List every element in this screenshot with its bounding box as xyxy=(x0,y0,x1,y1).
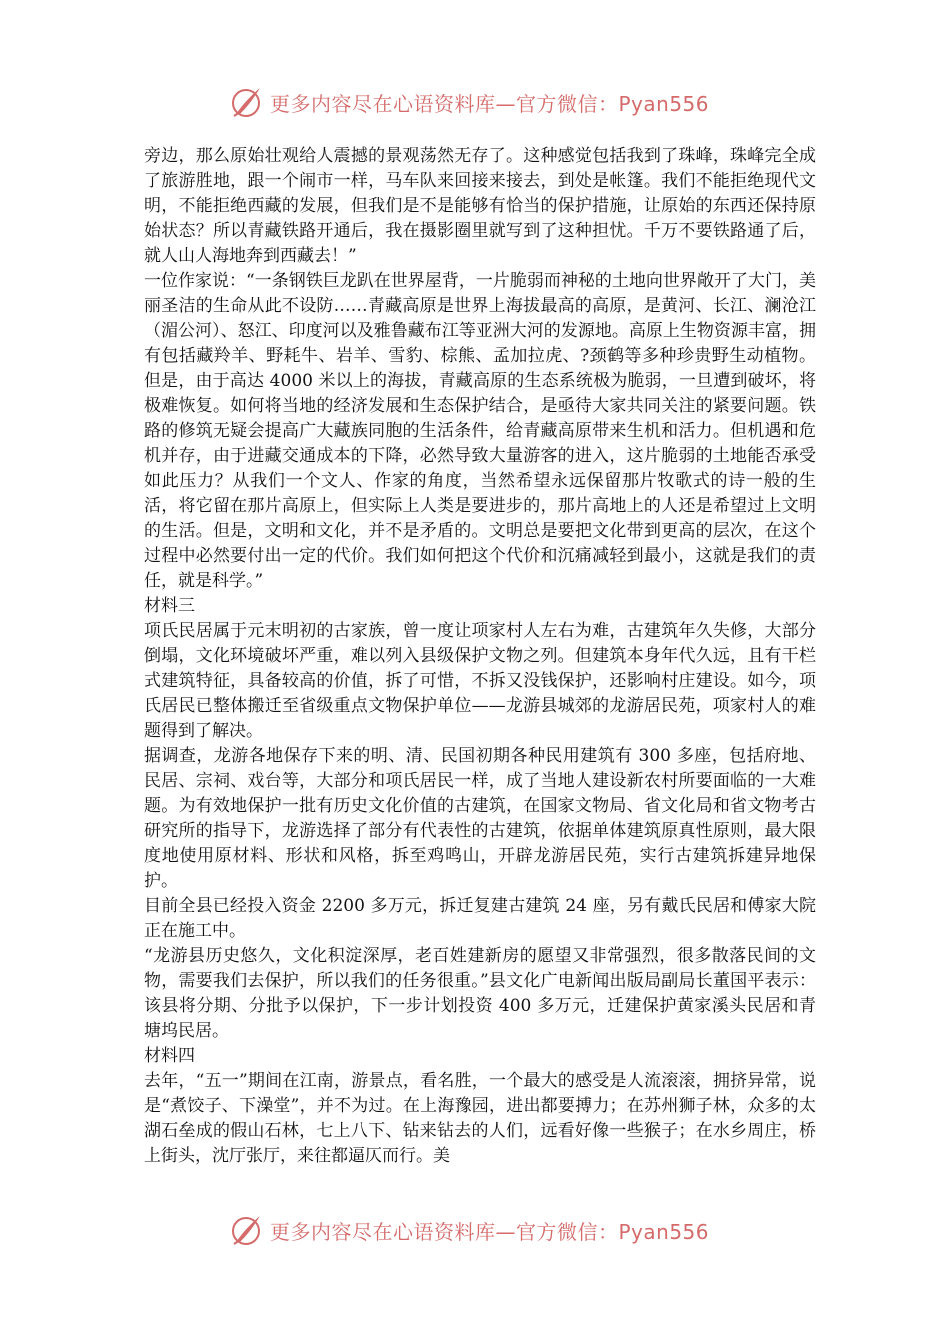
paragraph-3: 项氏民居属于元末明初的古家族，曾一度让项家村人左右为难，古建筑年久失修，大部分倒塌，文化环境破坏严重，难以列入县级保护文物之列。但建筑本身年代久远，且有干栏式建筑特征，具备较高的价值，拆了可惜，不拆又没钱保护，还影响村庄建设。如今，项氏居民已整体搬迁至省级重点文物保护单位——龙游县城郊的龙游居民苑，项家村人的难题得到了解决。 xyxy=(144,621,816,741)
paragraph-6: “龙游县历史悠久，文化积淀深厚，老百姓建新房的愿望又非常强烈，很多散落民间的文物，需要我们去保护，所以我们的任务很重。”县文化广电新闻出版局副局长董国平表示：该县将分期、分批予以保护，下一步计划投资 400 多万元，迁建保护黄家溪头民居和青塘坞民居。 xyxy=(144,946,816,1041)
section-heading-3: 材料三 xyxy=(144,596,195,616)
header-banner-text: 更多内容尽在心语资料库—官方微信：Pyan556 xyxy=(270,91,710,116)
paragraph-7: 去年，“五一”期间在江南，游景点，看名胜，一个最大的感受是人流滚滚，拥挤异常，说是“煮饺子、下澡堂”，并不为过。在上海豫园，进出都要搏力；在苏州狮子林，众多的太湖石垒成的假山石林，七上八下、钻来钻去的人们，远看好像一些猴子；在水乡周庄，桥上街头，沈厅张厅，来往都逼仄而行。美 xyxy=(144,1071,816,1166)
paragraph-1: 旁边，那么原始壮观给人震撼的景观荡然无存了。这种感觉包括我到了珠峰，珠峰完全成了旅游胜地，跟一个闹市一样，马车队来回接来接去，到处是帐篷。我们不能拒绝现代文明，不能拒绝西藏的发展，但我们是不是能够有恰当的保护措施，让原始的东西还保持原始状态？所以青藏铁路开通后，我在摄影圈里就写到了这种担忧。千万不要铁路通了后，就人山人海地奔到西藏去！” xyxy=(144,146,816,266)
paragraph-5: 目前全县已经投入资金 2200 多万元，拆迁复建古建筑 24 座，另有戴氏民居和傅家大院正在施工中。 xyxy=(144,896,816,941)
footer-banner xyxy=(228,1210,748,1250)
footer-banner-text: 更多内容尽在心语资料库—官方微信：Pyan556 xyxy=(270,1219,710,1244)
quill-pen-icon xyxy=(228,1212,264,1248)
paragraph-2: 一位作家说：“一条钢铁巨龙趴在世界屋背，一片脆弱而神秘的土地向世界敞开了大门，美丽圣洁的生命从此不设防……青藏高原是世界上海拔最高的高原，是黄河、长江、澜沧江（湄公河）、怒江、印度河以及雅鲁藏布江等亚洲大河的发源地。高原上生物资源丰富，拥有包括藏羚羊、野耗牛、岩羊、雪豹、棕熊、孟加拉虎、?颈鹤等多种珍贵野生动植物。但是，由于高达 4000 米以上的海拔，青藏高原的生态系统极为脆弱，一旦遭到破坏，将极难恢复。如何将当地的经济发展和生态保护结合，是亟待大家共同关注的紧要问题。铁路的修筑无疑会提高广大藏族同胞的生活条件，给青藏高原带来生机和活力。但机遇和危机并存，由于进藏交通成本的下降，必然导致大量游客的进入，这片脆弱的土地能否承受如此压力？从我们一个文人、作家的角度，当然希望永远保留那片牧歌式的诗一般的生活，将它留在那片高原上，但实际上人类是要进步的，那片高地上的人还是希望过上文明的生活。但是，文明和文化，并不是矛盾的。文明总是要把文化带到更高的层次，在这个过程中必然要付出一定的代价。我们如何把这个代价和沉痛减轻到最小，这就是我们的责任，就是科学。” xyxy=(144,271,816,591)
quill-pen-icon xyxy=(228,84,264,120)
paragraph-4: 据调查，龙游各地保存下来的明、清、民国初期各种民用建筑有 300 多座，包括府地、民居、宗祠、戏台等，大部分和项氏居民一样，成了当地人建设新农村所要面临的一大难题。为有效地保护一批有历史文化价值的古建筑，在国家文物局、省文化局和省文物考古研究所的指导下，龙游选择了部分有代表性的古建筑，依据单体建筑原真性原则，最大限度地使用原材料、形状和风格，拆至鸡鸣山，开辟龙游居民苑，实行古建筑拆建异地保护。 xyxy=(144,746,816,891)
document-body xyxy=(144,144,816,1169)
header-banner xyxy=(228,82,748,122)
section-heading-4: 材料四 xyxy=(144,1046,195,1066)
